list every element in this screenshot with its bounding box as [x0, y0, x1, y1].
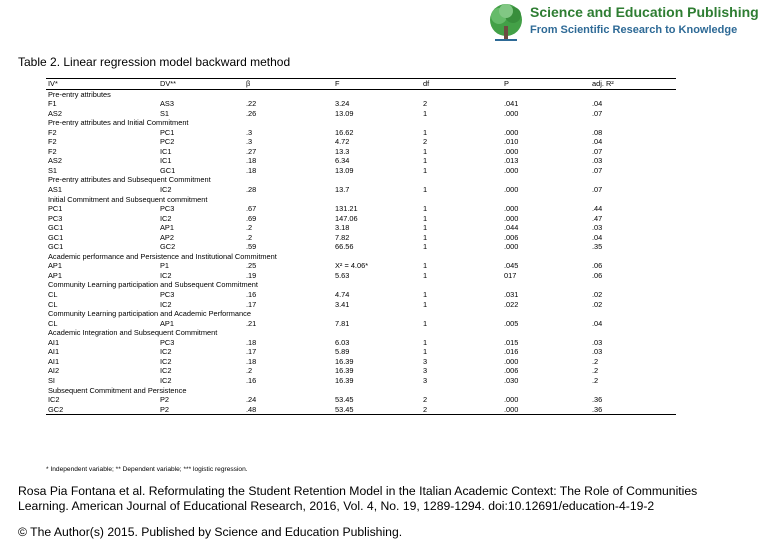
table-row — [46, 319, 676, 329]
table-cell: .16 — [246, 290, 257, 300]
table-cell: .2 — [246, 366, 253, 376]
table-cell: X² = 4.06* — [335, 261, 369, 271]
table-cell: .013 — [504, 156, 519, 166]
table-cell: .000 — [504, 242, 519, 252]
table-row — [46, 204, 676, 214]
table-row — [46, 357, 676, 367]
table-cell: .03 — [592, 156, 603, 166]
table-cell: .000 — [504, 185, 519, 195]
header-dv: DV** — [160, 79, 177, 88]
table-cell: .28 — [246, 185, 257, 195]
table-cell: 53.45 — [335, 395, 354, 405]
table-cell: IC2 — [160, 366, 172, 376]
table-row — [46, 376, 676, 386]
table-cell: 147.06 — [335, 213, 358, 223]
table-cell: .2 — [592, 375, 599, 385]
table-row — [46, 147, 676, 157]
table-cell: F2 — [48, 146, 57, 156]
table-cell: .35 — [592, 242, 603, 252]
table-cell: .26 — [246, 108, 257, 118]
table-cell: .000 — [504, 146, 519, 156]
table-cell: 3 — [423, 356, 428, 366]
table-cell: IC2 — [160, 375, 172, 385]
table-cell: 1 — [423, 337, 428, 347]
table-cell: 53.45 — [335, 404, 354, 414]
table-cell: .16 — [246, 375, 257, 385]
table-section-row — [46, 386, 676, 396]
table-cell: .24 — [246, 395, 257, 405]
table-cell: .04 — [592, 137, 603, 147]
table-cell: 13.7 — [335, 185, 350, 195]
table-cell: F1 — [48, 99, 57, 109]
table-cell: .36 — [592, 404, 603, 414]
table-cell: .06 — [592, 270, 603, 280]
table-cell: AP1 — [48, 270, 62, 280]
table-row — [46, 366, 676, 376]
table-cell: IC2 — [160, 270, 172, 280]
table-cell: 16.39 — [335, 366, 354, 376]
table-row — [46, 185, 676, 195]
table-cell: IC1 — [160, 146, 172, 156]
table-cell: 7.81 — [335, 318, 350, 328]
table-row — [46, 395, 676, 405]
table-cell: PC3 — [160, 337, 175, 347]
table-cell: GC1 — [160, 165, 176, 175]
table-cell: IC1 — [160, 156, 172, 166]
table-cell: AI2 — [48, 366, 60, 376]
table-cell: 4.72 — [335, 137, 350, 147]
table-cell: .03 — [592, 347, 603, 357]
table-row — [46, 109, 676, 119]
table-cell: .3 — [246, 127, 253, 137]
table-cell: .022 — [504, 299, 519, 309]
table-cell: .006 — [504, 232, 519, 242]
table-cell: PC3 — [160, 204, 175, 214]
table-cell: .03 — [592, 337, 603, 347]
table-cell: .47 — [592, 213, 603, 223]
table-cell: IC2 — [160, 213, 172, 223]
table-section-row — [46, 195, 676, 205]
table-cell: P2 — [160, 395, 170, 405]
table-cell: F2 — [48, 127, 57, 137]
table-cell: 3.41 — [335, 299, 350, 309]
table-cell: 13.3 — [335, 146, 350, 156]
table-cell: 5.63 — [335, 270, 350, 280]
table-cell: 7.82 — [335, 232, 350, 242]
table-cell: 1 — [423, 242, 428, 252]
table-cell: 1 — [423, 185, 428, 195]
citation-text: Rosa Pia Fontana et al. Reformulating the Student Retention Model in the Italian Academic Context: The Role of Communities Learning. American Journal of Educational Research, 2016, Vol. 4, No. 19, 1289-1294. doi:10.12691/education-4-19-2 — [18, 484, 698, 513]
table-cell: AS1 — [48, 185, 62, 195]
table-cell: AS2 — [48, 108, 62, 118]
table-cell: .18 — [246, 156, 257, 166]
table-cell: .59 — [246, 242, 257, 252]
table-section-row — [46, 90, 676, 100]
regression-table — [46, 78, 676, 415]
table-cell: 3 — [423, 375, 428, 385]
table-cell: .3 — [246, 137, 253, 147]
table-body — [46, 90, 676, 416]
table-row — [46, 128, 676, 138]
table-cell: AS2 — [48, 156, 62, 166]
table-cell: .005 — [504, 318, 519, 328]
table-cell: 1 — [423, 290, 428, 300]
table-cell: AS3 — [160, 99, 174, 109]
table-cell: 1 — [423, 270, 428, 280]
table-cell: .2 — [246, 232, 253, 242]
table-cell: .04 — [592, 232, 603, 242]
table-cell: P2 — [160, 404, 170, 414]
table-cell: CL — [48, 290, 58, 300]
table-cell: .030 — [504, 375, 519, 385]
logo-tagline: From Scientific Research to Knowledge — [530, 24, 738, 36]
table-row — [46, 261, 676, 271]
table-cell: 1 — [423, 204, 428, 214]
table-cell: 2 — [423, 137, 428, 147]
table-cell: .000 — [504, 395, 519, 405]
section-label: Pre-entry attributes and Initial Commitment — [48, 118, 189, 128]
table-cell: .17 — [246, 299, 257, 309]
table-cell: PC3 — [48, 213, 63, 223]
table-cell: .19 — [246, 270, 257, 280]
table-cell: PC1 — [160, 127, 175, 137]
table-footnote: * Independent variable; ** Dependent variable; *** logistic regression. — [46, 466, 248, 473]
table-cell: 2 — [423, 99, 428, 109]
logo-title: Science and Education Publishing — [530, 4, 759, 20]
table-cell: 3.18 — [335, 223, 350, 233]
table-cell: 1 — [423, 156, 428, 166]
table-cell: 16.39 — [335, 356, 354, 366]
table-cell: S1 — [160, 108, 170, 118]
header-f: F — [335, 79, 340, 88]
table-header-row — [46, 79, 676, 90]
table-cell: GC2 — [48, 404, 64, 414]
table-caption: Table 2. Linear regression model backward method — [18, 55, 291, 69]
table-cell: CL — [48, 318, 58, 328]
table-cell: 3.24 — [335, 99, 350, 109]
table-cell: .21 — [246, 318, 257, 328]
table-cell: 5.89 — [335, 347, 350, 357]
table-cell: .016 — [504, 347, 519, 357]
section-label: Subsequent Commitment and Persistence — [48, 385, 187, 395]
table-cell: .44 — [592, 204, 603, 214]
table-cell: .18 — [246, 337, 257, 347]
table-cell: .000 — [504, 213, 519, 223]
table-cell: .041 — [504, 99, 519, 109]
section-label: Pre-entry attributes — [48, 89, 111, 99]
table-cell: AP1 — [160, 223, 174, 233]
table-cell: PC2 — [160, 137, 175, 147]
table-cell: IC2 — [160, 347, 172, 357]
table-row — [46, 271, 676, 281]
table-cell: 13.09 — [335, 165, 354, 175]
table-cell: .015 — [504, 337, 519, 347]
table-cell: 1 — [423, 232, 428, 242]
table-cell: 66.56 — [335, 242, 354, 252]
table-cell: 13.09 — [335, 108, 354, 118]
table-section-row — [46, 328, 676, 338]
table-cell: IC2 — [160, 299, 172, 309]
table-cell: 1 — [423, 261, 428, 271]
table-cell: .045 — [504, 261, 519, 271]
table-cell: 2 — [423, 404, 428, 414]
table-cell: 3 — [423, 366, 428, 376]
table-cell: .000 — [504, 356, 519, 366]
publisher-logo — [485, 0, 759, 44]
table-cell: 1 — [423, 213, 428, 223]
section-label: Academic Integration and Subsequent Commitment — [48, 328, 218, 338]
table-row — [46, 242, 676, 252]
section-label: Pre-entry attributes and Subsequent Commitment — [48, 175, 211, 185]
table-cell: .010 — [504, 137, 519, 147]
table-cell: 6.03 — [335, 337, 350, 347]
table-row — [46, 300, 676, 310]
table-cell: AP2 — [160, 232, 174, 242]
table-cell: 16.39 — [335, 375, 354, 385]
table-cell: 1 — [423, 127, 428, 137]
table-cell: 1 — [423, 146, 428, 156]
table-cell: .07 — [592, 185, 603, 195]
table-cell: 16.62 — [335, 127, 354, 137]
table-section-row — [46, 175, 676, 185]
table-row — [46, 338, 676, 348]
table-cell: .2 — [246, 223, 253, 233]
table-cell: GC1 — [48, 232, 64, 242]
table-cell: GC1 — [48, 242, 64, 252]
table-cell: 1 — [423, 108, 428, 118]
table-row — [46, 223, 676, 233]
table-cell: .06 — [592, 261, 603, 271]
table-cell: PC3 — [160, 290, 175, 300]
table-cell: PC1 — [48, 204, 63, 214]
table-cell: .18 — [246, 356, 257, 366]
table-cell: 1 — [423, 347, 428, 357]
table-cell: .000 — [504, 204, 519, 214]
table-cell: S1 — [48, 165, 58, 175]
table-cell: .17 — [246, 347, 257, 357]
header-iv: IV* — [48, 79, 58, 88]
table-cell: GC1 — [48, 223, 64, 233]
table-row — [46, 99, 676, 109]
copyright-text: © The Author(s) 2015. Published by Science and Education Publishing. — [18, 525, 403, 539]
table-cell: .000 — [504, 108, 519, 118]
table-cell: .27 — [246, 146, 257, 156]
table-cell: .006 — [504, 366, 519, 376]
table-cell: .03 — [592, 223, 603, 233]
table-section-row — [46, 309, 676, 319]
table-cell: IC2 — [160, 356, 172, 366]
table-cell: .000 — [504, 404, 519, 414]
table-cell: .000 — [504, 165, 519, 175]
table-cell: .000 — [504, 127, 519, 137]
table-row — [46, 233, 676, 243]
table-cell: .69 — [246, 213, 257, 223]
table-row — [46, 405, 676, 416]
table-cell: AP1 — [160, 318, 174, 328]
section-label: Community Learning participation and Subsequent Commitment — [48, 280, 258, 290]
table-cell: 6.34 — [335, 156, 350, 166]
table-cell: .36 — [592, 395, 603, 405]
table-cell: .07 — [592, 165, 603, 175]
tree-logo-icon — [485, 2, 527, 42]
table-cell: P1 — [160, 261, 170, 271]
table-cell: .04 — [592, 99, 603, 109]
table-cell: .02 — [592, 290, 603, 300]
table-row — [46, 290, 676, 300]
table-cell: GC2 — [160, 242, 176, 252]
table-cell: .2 — [592, 366, 599, 376]
table-row — [46, 214, 676, 224]
table-cell: IC2 — [48, 395, 60, 405]
table-cell: .07 — [592, 146, 603, 156]
table-cell: 1 — [423, 299, 428, 309]
table-row — [46, 137, 676, 147]
table-cell: 131.21 — [335, 204, 358, 214]
table-cell: IC2 — [160, 185, 172, 195]
header-p: P — [504, 79, 509, 88]
table-cell: .22 — [246, 99, 257, 109]
table-cell: 2 — [423, 395, 428, 405]
table-row — [46, 156, 676, 166]
header-adj-r2: adj. R² — [592, 79, 614, 88]
table-cell: .08 — [592, 127, 603, 137]
table-cell: CL — [48, 299, 58, 309]
table-cell: .67 — [246, 204, 257, 214]
header-beta: β — [246, 79, 251, 88]
table-cell: 4.74 — [335, 290, 350, 300]
table-cell: AI1 — [48, 337, 60, 347]
table-cell: .25 — [246, 261, 257, 271]
section-label: Community Learning participation and Academic Performance — [48, 309, 251, 319]
table-cell: 1 — [423, 318, 428, 328]
table-cell: .2 — [592, 356, 599, 366]
table-cell: AP1 — [48, 261, 62, 271]
table-cell: .02 — [592, 299, 603, 309]
table-cell: .031 — [504, 290, 519, 300]
header-df: df — [423, 79, 430, 88]
table-cell: AI1 — [48, 347, 60, 357]
table-cell: F2 — [48, 137, 57, 147]
table-row — [46, 347, 676, 357]
table-cell: AI1 — [48, 356, 60, 366]
table-section-row — [46, 252, 676, 262]
table-cell: .04 — [592, 318, 603, 328]
table-cell: 1 — [423, 165, 428, 175]
table-cell: 1 — [423, 223, 428, 233]
table-cell: .18 — [246, 165, 257, 175]
section-label: Initial Commitment and Subsequent commitment — [48, 194, 208, 204]
table-row — [46, 166, 676, 176]
table-cell: .48 — [246, 404, 257, 414]
table-cell: 017 — [504, 270, 517, 280]
table-cell: .044 — [504, 223, 519, 233]
section-label: Academic performance and Persistence and Institutional Commitment — [48, 251, 277, 261]
table-section-row — [46, 280, 676, 290]
table-section-row — [46, 118, 676, 128]
table-cell: SI — [48, 375, 55, 385]
table-cell: .07 — [592, 108, 603, 118]
